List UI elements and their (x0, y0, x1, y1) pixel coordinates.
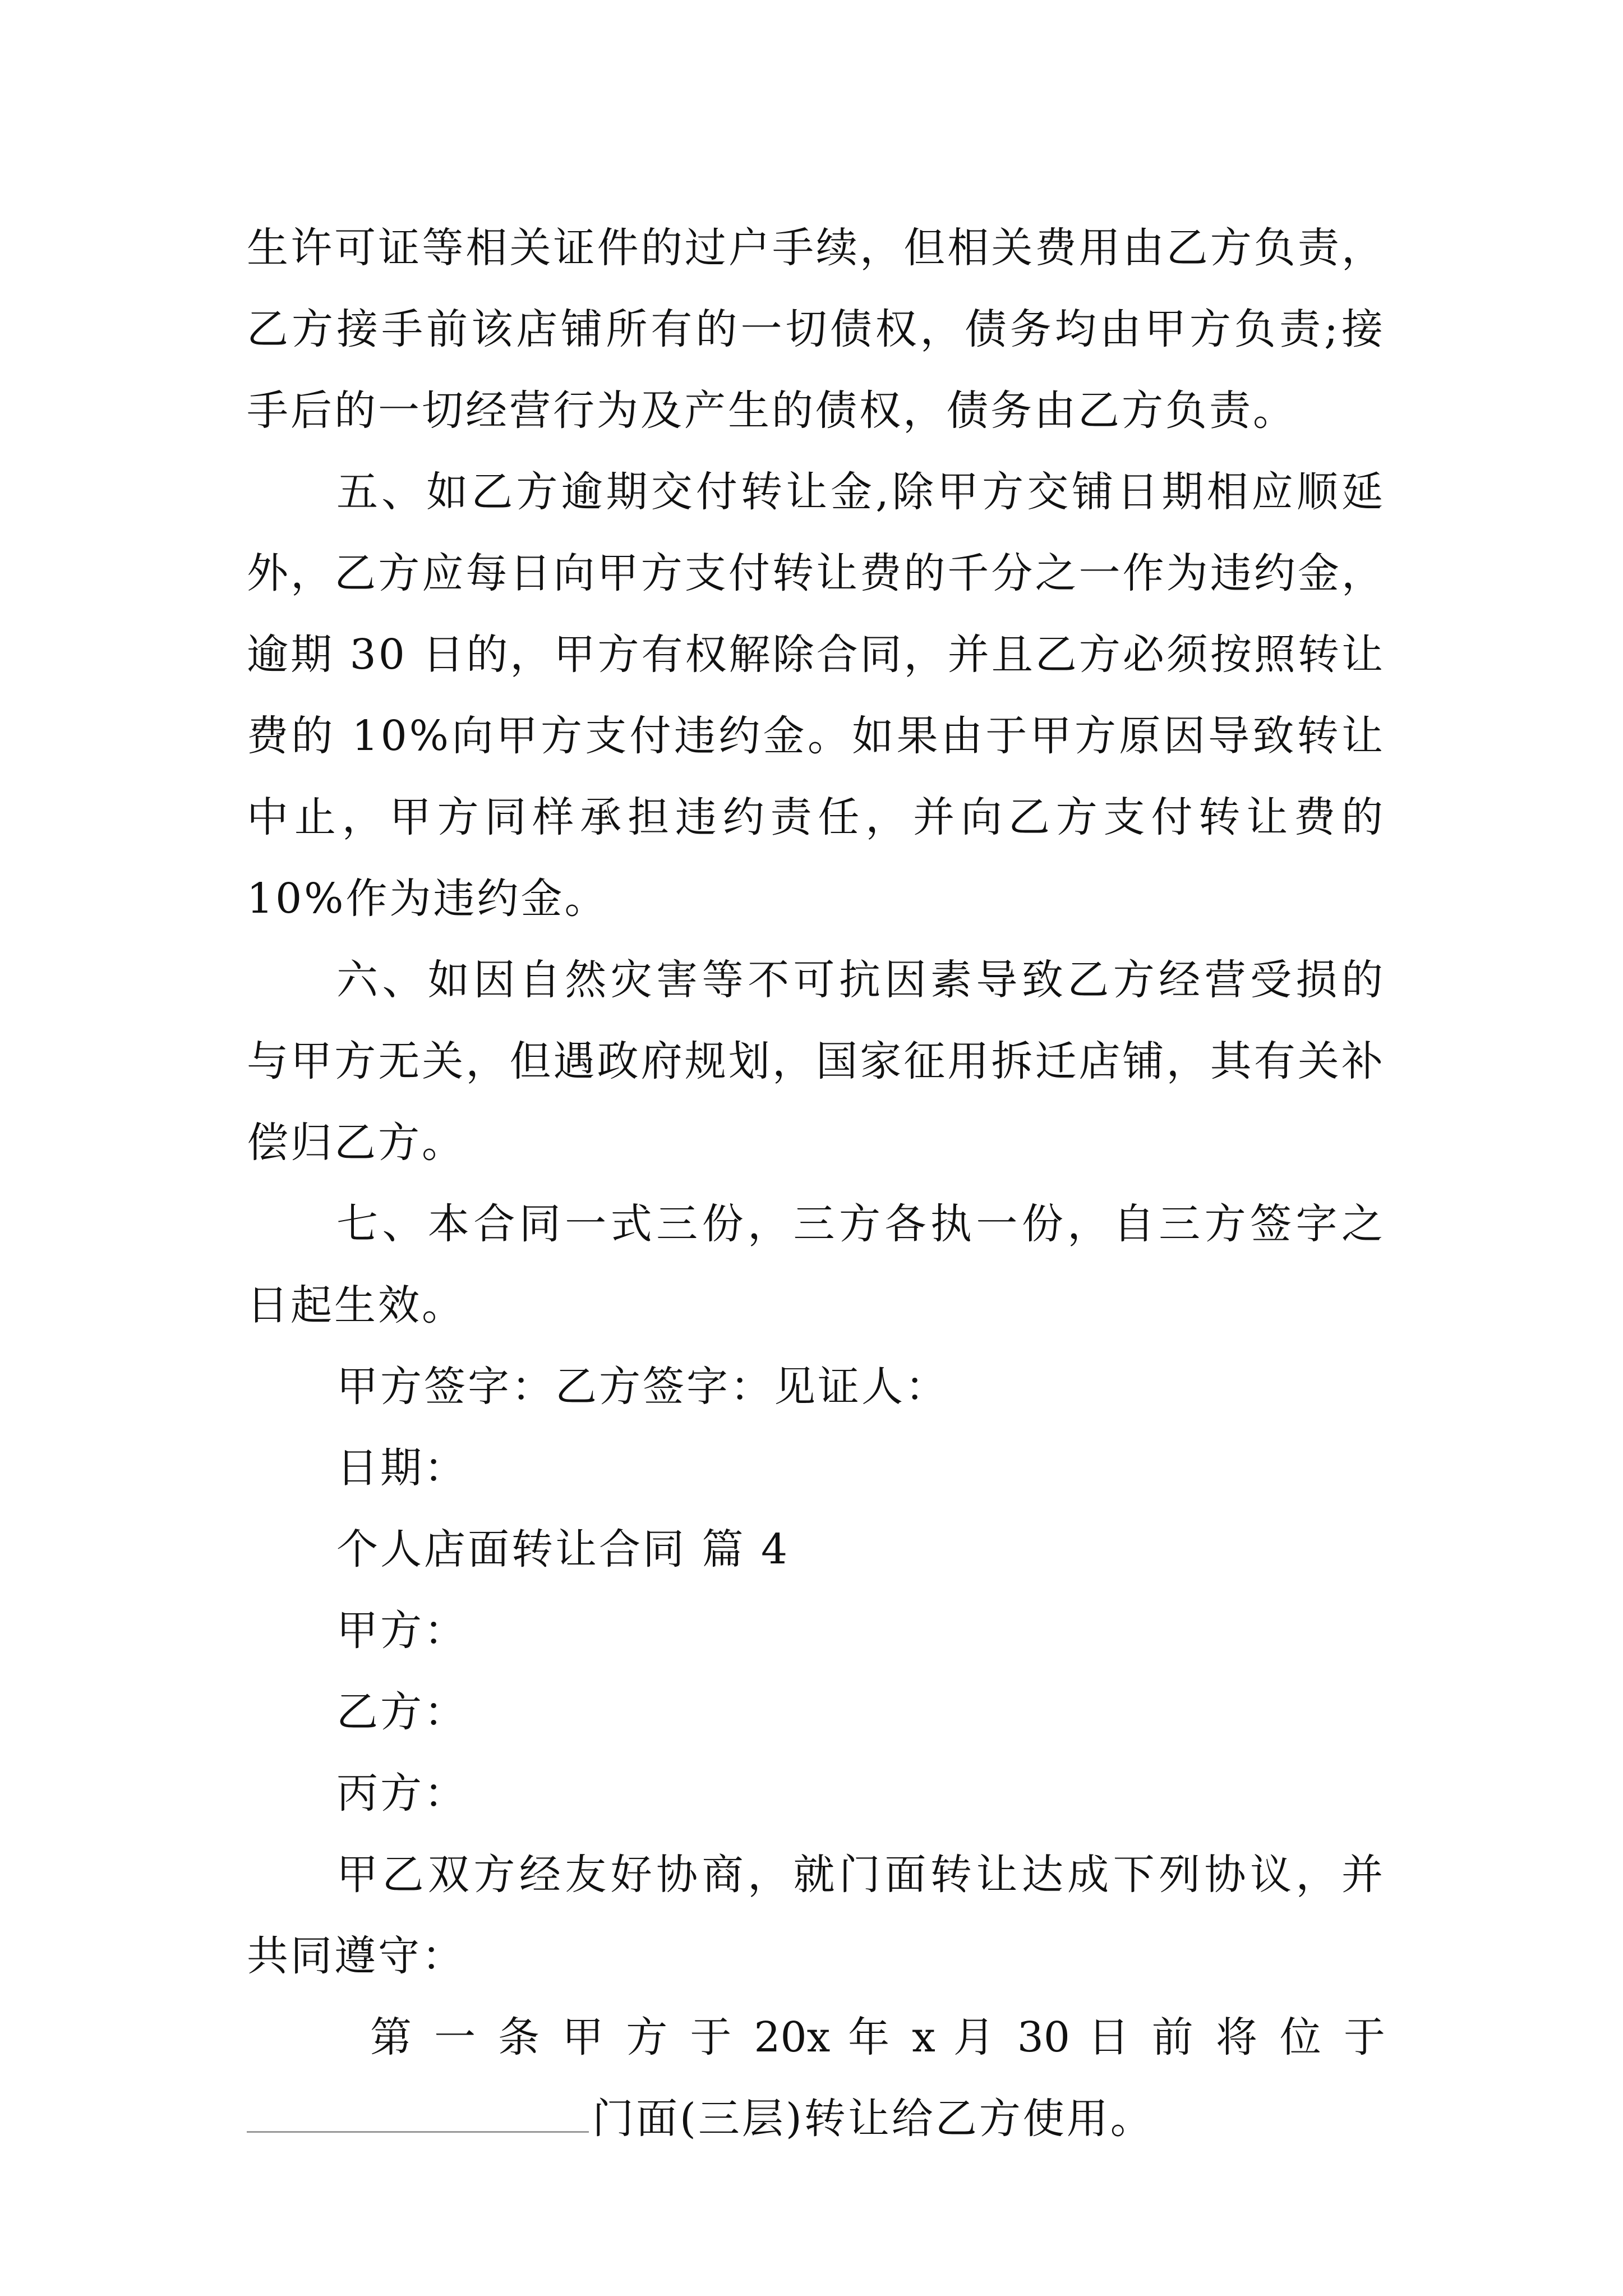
section-heading: 个人店面转让合同 篇 4 (336, 1525, 790, 1573)
blank-underline (247, 2125, 589, 2133)
article-one-line-2 (247, 2078, 1385, 2160)
date-line: 日期： (336, 1444, 468, 1492)
paragraph-clause-five: 五、如乙方逾期交付转让金,除甲方交铺日期相应顺延外，乙方应每日向甲方支付转让费的千分之一作为违约金，逾期 30 日的，甲方有权解除合同，并且乙方必须按照转让费的 10%向甲方支付违约金。如果由于甲方原因导致转让中止，甲方同样承担违约责任，并向乙方支付转让费的 10%作为违约金。 (247, 468, 1385, 923)
agreement-intro: 甲乙双方经友好协商，就门面转让达成下列协议，并共同遵守： (247, 1851, 1385, 1980)
paragraph-continuation: 生许可证等相关证件的过户手续，但相关费用由乙方负责，乙方接手前该店铺所有的一切债权，债务均由甲方负责;接手后的一切经营行为及产生的债权，债务由乙方负责。 (247, 224, 1385, 435)
party-a-line: 甲方： (336, 1607, 468, 1655)
party-c-line: 丙方： (336, 1769, 468, 1818)
document-body (247, 208, 1385, 2160)
paragraph-clause-seven: 七、本合同一式三份，三方各执一份，自三方签字之日起生效。 (247, 1200, 1385, 1329)
signature-line: 甲方签字：乙方签字：见证人： (336, 1363, 949, 1411)
article-one-text: 门面(三层)转让给乙方使用。 (592, 2095, 1154, 2143)
article-one-line-1: 第 一 条 甲 方 于 20x 年 x 月 30 日 前 将 位 于 (370, 2013, 1385, 2062)
paragraph-clause-six: 六、如因自然灾害等不可抗因素导致乙方经营受损的与甲方无关，但遇政府规划，国家征用拆迁店铺，其有关补偿归乙方。 (247, 956, 1385, 1167)
party-b-line: 乙方： (336, 1688, 468, 1736)
